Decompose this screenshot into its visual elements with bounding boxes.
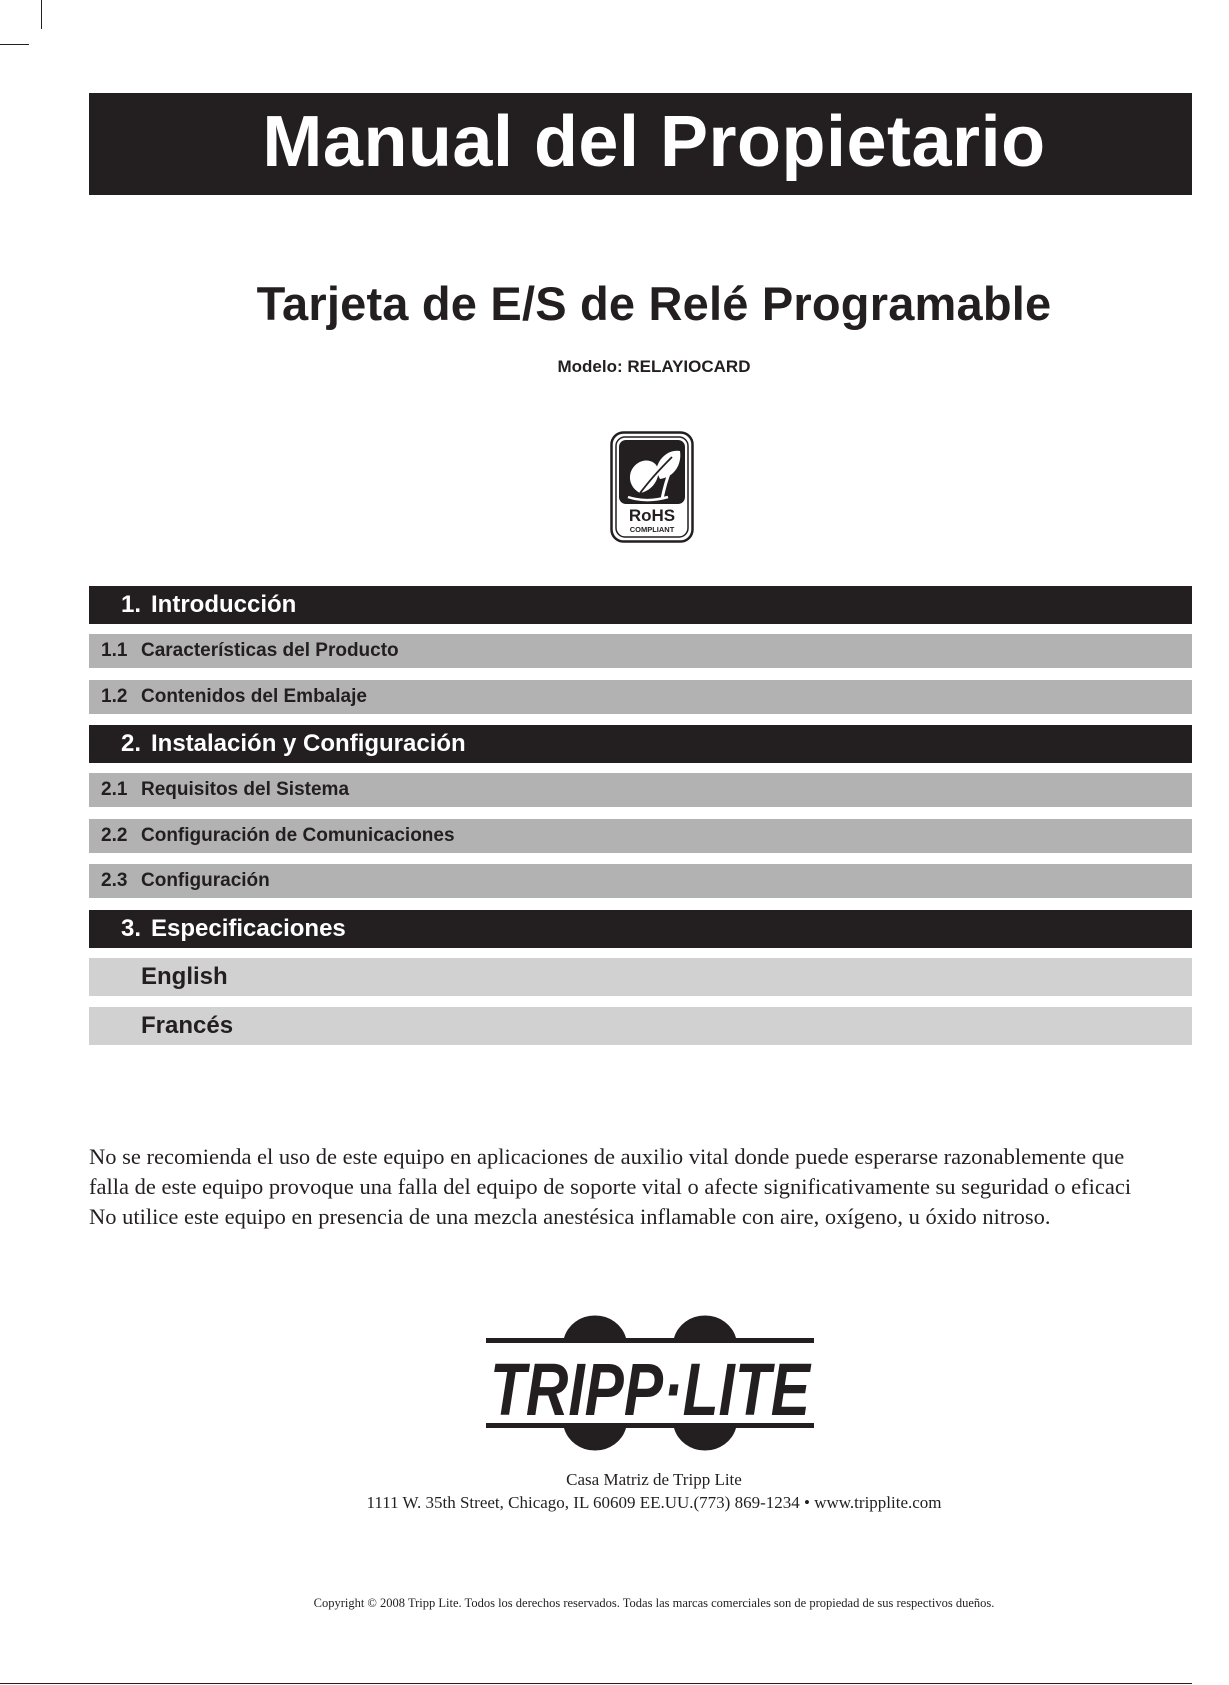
toc-item: [89, 634, 1192, 668]
tripp-lite-logo: [484, 1322, 816, 1444]
toc-label: Configuración: [141, 870, 270, 891]
toc-label: Configuración de Comunicaciones: [141, 825, 455, 846]
toc-item: [89, 586, 1192, 624]
page-title: Manual del Propietario: [262, 102, 1046, 182]
toc-item: [89, 725, 1192, 763]
toc-number: 2.3: [101, 870, 128, 891]
rohs-text: RoHS: [628, 506, 676, 525]
toc-label: Requisitos del Sistema: [141, 779, 350, 800]
copyright-notice: Copyright © 2008 Tripp Lite. Todos los derechos reservados. Todas las marcas comerciales son de propiedad de sus respectivos dueños.: [313, 1596, 995, 1610]
rohs-badge: [610, 431, 694, 543]
toc-item: [89, 819, 1192, 853]
toc-item: [89, 910, 1192, 948]
toc-number: 1.2: [101, 686, 128, 707]
safety-warning: [89, 1142, 1229, 1232]
toc-item: [89, 1007, 1192, 1045]
toc-label: Especificaciones: [151, 915, 346, 942]
logo-text: TRIPP·LITE: [490, 1348, 813, 1431]
crop-mark: [41, 0, 42, 29]
toc-number: 3.: [120, 915, 141, 942]
headquarters-address: [89, 1468, 1219, 1514]
toc-number: 2.2: [101, 825, 128, 846]
toc-item: [89, 773, 1192, 807]
hq-address: 1111 W. 35th Street, Chicago, IL 60609 EE.UU.(773) 869-1234 • www.tripplite.com: [366, 1493, 942, 1512]
toc-number: 2.: [120, 730, 141, 757]
crop-mark: [0, 44, 29, 45]
toc-number: 1.1: [101, 640, 128, 661]
toc-item: [89, 864, 1192, 898]
toc-label: English: [141, 963, 228, 990]
toc-label: Características del Producto: [141, 640, 399, 661]
title-banner: [89, 93, 1192, 195]
toc-number: 2.1: [101, 779, 128, 800]
toc-item: [89, 680, 1192, 714]
product-title: Tarjeta de E/S de Relé Programable: [256, 277, 1052, 330]
toc-label: Introducción: [151, 591, 297, 618]
warning-line: No se recomienda el uso de este equipo en aplicaciones de auxilio vital donde puede esperarse razonablemente que: [89, 1144, 1125, 1169]
warning-line: No utilice este equipo en presencia de una mezcla anestésica inflamable con aire, oxígeno, u óxido nitroso.: [89, 1204, 1051, 1229]
toc-number: 1.: [120, 591, 141, 618]
model-number: Modelo: RELAYIOCARD: [557, 357, 751, 376]
toc-label: Francés: [141, 1012, 234, 1039]
toc-item: [89, 958, 1192, 996]
warning-line: falla de este equipo provoque una falla del equipo de soporte vital o afecte significativamente su seguridad o eficaci: [89, 1174, 1132, 1199]
hq-name: Casa Matriz de Tripp Lite: [566, 1470, 742, 1489]
crop-mark: [0, 1683, 1192, 1684]
toc-label: Instalación y Configuración: [151, 730, 466, 757]
toc-label: Contenidos del Embalaje: [141, 686, 367, 707]
rohs-subtext: COMPLIANT: [629, 525, 675, 534]
